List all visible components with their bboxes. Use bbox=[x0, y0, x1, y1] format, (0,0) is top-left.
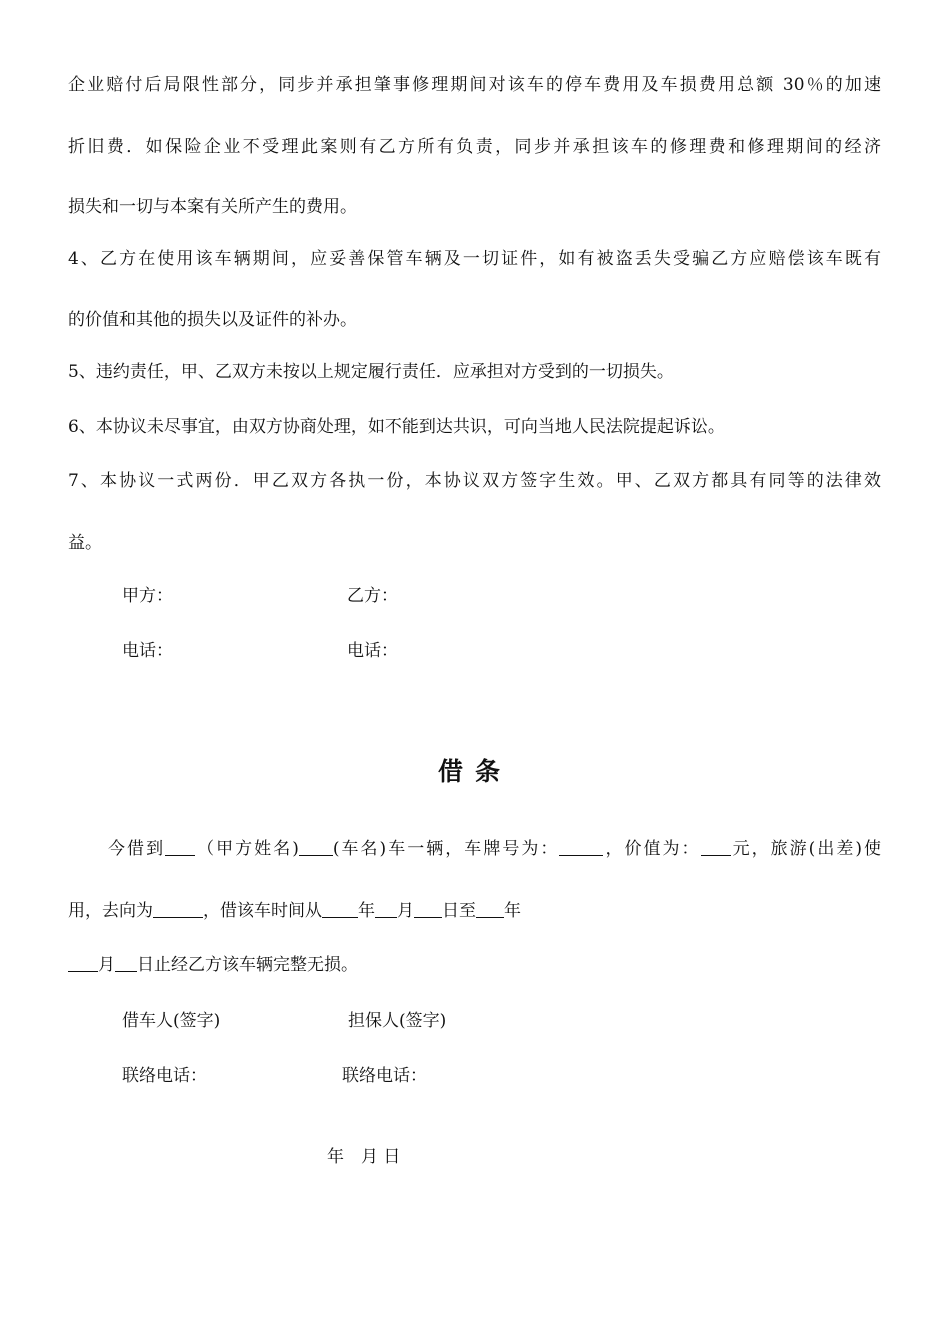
party-b-phone-label: 电话： bbox=[347, 641, 398, 661]
iou-l3-a: 月 bbox=[98, 955, 115, 975]
blank-destination[interactable] bbox=[153, 900, 203, 918]
agreement-para4-line2: 的价值和其他的损失以及证件的补办。 bbox=[68, 310, 357, 330]
iou-l1-e: 元，旅游(出差)使 bbox=[730, 839, 882, 859]
iou-l1-a: 今借到 bbox=[106, 839, 166, 859]
borrower-phone-label: 联络电话： bbox=[122, 1066, 207, 1086]
blank-end-month[interactable] bbox=[68, 954, 98, 972]
blank-start-year[interactable] bbox=[322, 900, 358, 918]
party-a-phone-label: 电话： bbox=[122, 641, 173, 661]
party-a-label: 甲方： bbox=[122, 586, 173, 606]
iou-l2-e: 日至 bbox=[442, 901, 476, 921]
iou-l2-c: 年 bbox=[358, 901, 375, 921]
iou-line3 bbox=[68, 950, 358, 975]
iou-line2 bbox=[68, 896, 521, 921]
agreement-para3-line1: 企业赔付后局限性部分，同步并承担肇事修理期间对该车的停车费用及车损费用总额 30％的加速 bbox=[68, 75, 881, 95]
blank-start-day[interactable] bbox=[414, 900, 442, 918]
blank-car-name[interactable] bbox=[299, 838, 333, 856]
iou-line1 bbox=[68, 834, 881, 859]
agreement-para5: 5、违约责任，甲、乙双方未按以上规定履行责任．应承担对方受到的一切损失。 bbox=[68, 362, 674, 382]
date-line: 年 月 日 bbox=[327, 1147, 401, 1167]
agreement-para7-line1: 7、本协议一式两份．甲乙双方各执一份，本协议双方签字生效。甲、乙双方都具有同等的法律效 bbox=[68, 471, 881, 491]
iou-l3-b: 日止经乙方该车辆完整无损。 bbox=[137, 955, 358, 975]
agreement-para6: 6、本协议未尽事宜，由双方协商处理，如不能到达共识，可向当地人民法院提起诉讼。 bbox=[68, 417, 725, 437]
blank-value[interactable] bbox=[701, 838, 731, 856]
iou-title: 借条 bbox=[437, 757, 512, 786]
blank-plate-number[interactable] bbox=[559, 838, 603, 856]
blank-lender-name[interactable] bbox=[165, 838, 195, 856]
blank-end-year[interactable] bbox=[476, 900, 504, 918]
guarantor-signature-label: 担保人(签字) bbox=[348, 1011, 447, 1031]
iou-l1-c: (车名)车一辆，车牌号为： bbox=[332, 839, 560, 859]
borrower-signature-label: 借车人(签字) bbox=[122, 1011, 221, 1031]
agreement-para3-line2: 折旧费．如保险企业不受理此案则有乙方所有负责，同步并承担该车的修理费和修理期间的经济 bbox=[68, 137, 881, 157]
iou-l2-d: 月 bbox=[397, 901, 414, 921]
iou-l1-d: ，价值为： bbox=[603, 839, 701, 859]
agreement-para4-line1: 4、乙方在使用该车辆期间，应妥善保管车辆及一切证件，如有被盗丢失受骗乙方应赔偿该车既有 bbox=[68, 249, 881, 269]
iou-l1-b: （甲方姓名) bbox=[195, 839, 299, 859]
agreement-para3-line3: 损失和一切与本案有关所产生的费用。 bbox=[68, 197, 357, 217]
iou-l2-f: 年 bbox=[504, 901, 521, 921]
blank-start-month[interactable] bbox=[375, 900, 397, 918]
blank-end-day[interactable] bbox=[115, 954, 137, 972]
iou-l2-a: 用，去向为 bbox=[68, 901, 153, 921]
party-b-label: 乙方： bbox=[347, 586, 398, 606]
guarantor-phone-label: 联络电话： bbox=[342, 1066, 427, 1086]
iou-l2-b: ，借该车时间从 bbox=[203, 901, 322, 921]
agreement-para7-line2: 益。 bbox=[68, 533, 102, 553]
